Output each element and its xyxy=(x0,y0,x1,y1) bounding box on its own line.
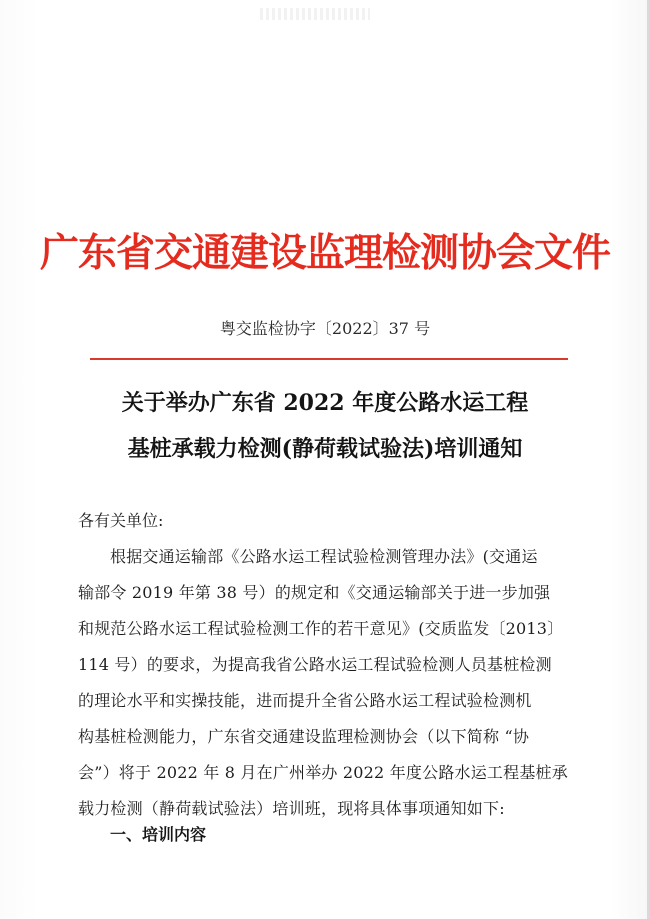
document-number: 粤交监检协字〔2022〕37 号 xyxy=(219,319,431,338)
body-line: 载力检测（静荷载试验法）培训班，现将具体事项通知如下: xyxy=(78,799,505,818)
section-heading: 一、培训内容 xyxy=(110,825,207,844)
document-header: 广东省交通建设监理检测协会文件 xyxy=(39,230,610,276)
salutation: 各有关单位: xyxy=(78,511,164,530)
body-line: 根据交通运输部《公路水运工程试验检测管理办法》(交通运 xyxy=(110,547,538,566)
scan-artifact xyxy=(260,8,370,20)
body-line: 构基桩检测能力，广东省交通建设监理检测协会（以下简称 “协 xyxy=(78,727,530,746)
body-line: 和规范公路水运工程试验检测工作的若干意见》(交质监发〔2013〕 xyxy=(78,619,564,638)
body-line: 输部令 2019 年第 38 号）的规定和《交通运输部关于进一步加强 xyxy=(78,583,551,602)
notice-title-line-2: 基桩承载力检测(静荷载试验法)培训通知 xyxy=(127,436,523,462)
body-line: 的理论水平和实操技能，进而提升全省公路水运工程试验检测机 xyxy=(78,691,532,710)
notice-title-line-1: 关于举办广东省 2022 年度公路水运工程 xyxy=(121,390,529,416)
header-divider xyxy=(90,358,568,360)
body-line: 会”）将于 2022 年 8 月在广州举办 2022 年度公路水运工程基桩承 xyxy=(78,763,568,782)
body-line: 114 号）的要求，为提高我省公路水运工程试验检测人员基桩检测 xyxy=(78,655,552,674)
